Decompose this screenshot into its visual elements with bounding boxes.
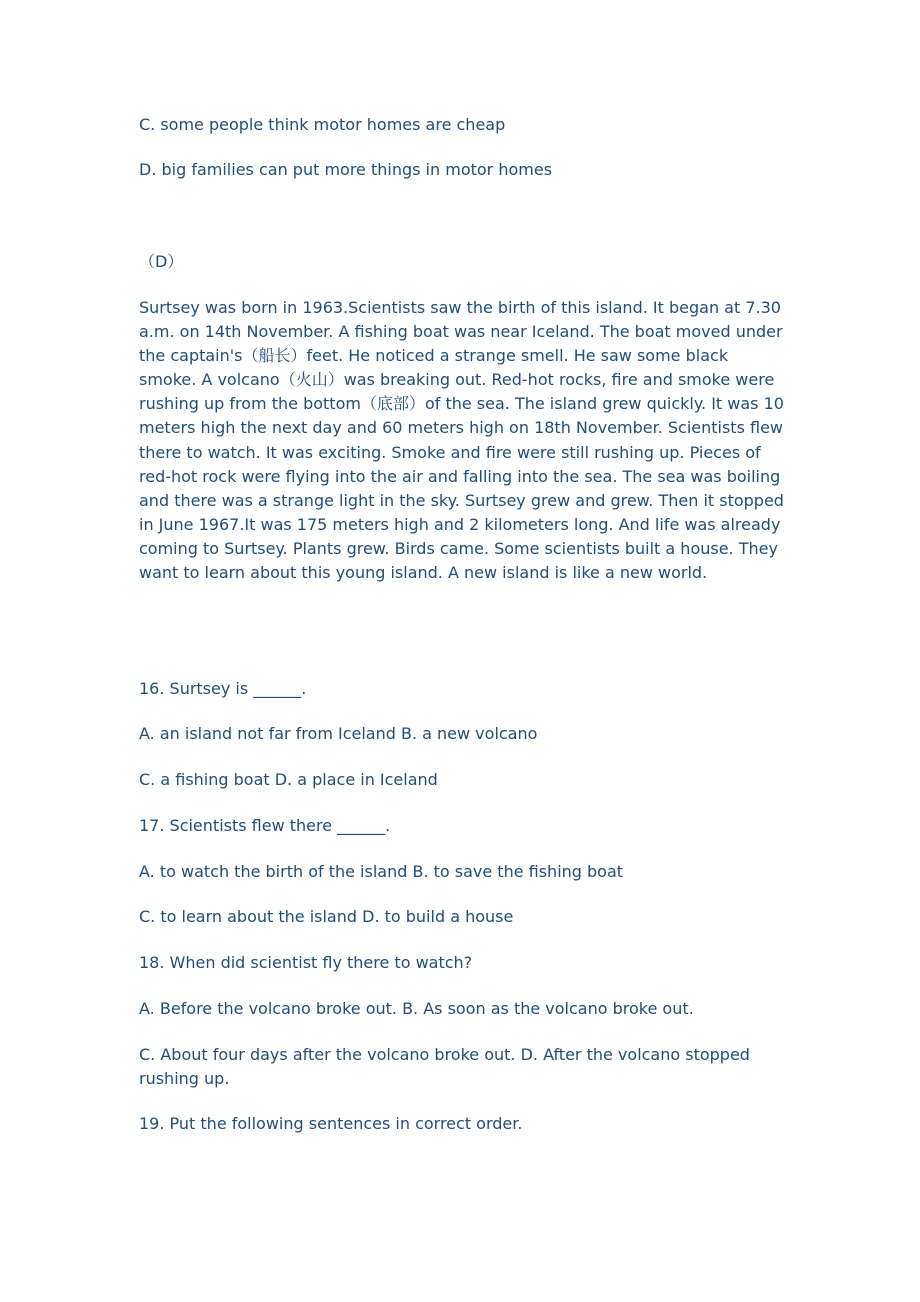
question-18-options-cd: C. About four days after the volcano broke out. D. After the volcano stopped rushing up.	[139, 1045, 750, 1088]
question-16-options-ab: A. an island not far from Iceland B. a new volcano	[139, 724, 538, 743]
question-16-stem: 16. Surtsey is ______.	[139, 679, 307, 698]
question-18-options-ab: A. Before the volcano broke out. B. As soon as the volcano broke out.	[139, 999, 694, 1018]
section-label: （D）	[139, 252, 184, 271]
question-17-options-ab: A. to watch the birth of the island B. to save the fishing boat	[139, 862, 624, 881]
question-17-stem: 17. Scientists flew there ______.	[139, 816, 391, 835]
question-17-options-cd: C. to learn about the island D. to build a house	[139, 907, 514, 926]
question-16-options-cd: C. a fishing boat D. a place in Iceland	[139, 770, 438, 789]
question-18-stem: 18. When did scientist fly there to watch?	[139, 953, 473, 972]
prev-option-d: D. big families can put more things in motor homes	[139, 160, 553, 179]
reading-passage: Surtsey was born in 1963.Scientists saw the birth of this island. It began at 7.30 a.m. on 14th November. A fishing boat was near Iceland. The boat moved under the captain's（船长）feet. He noticed a strange smell. He saw some black smoke. A volcano（火山）was breaking out. Red-hot rocks, fire and smoke were rushing up from the bottom（底部）of the sea. The island grew quickly. It was 10 meters high the next day and 60 meters high on 18th November. Scientists flew there to watch. It was exciting. Smoke and fire were still rushing up. Pieces of red-hot rock were flying into the air and falling into the sea. The sea was boiling and there was a strange light in the sky. Surtsey grew and grew. Then it stopped in June 1967.It was 175 meters high and 2 kilometers long. And life was already coming to Surtsey. Plants grew. Birds came. Some scientists built a house. They want to learn about this young island. A new island is like a new world.	[139, 298, 784, 583]
prev-option-c: C. some people think motor homes are cheap	[139, 115, 506, 134]
question-19-stem: 19. Put the following sentences in correct order.	[139, 1114, 523, 1133]
